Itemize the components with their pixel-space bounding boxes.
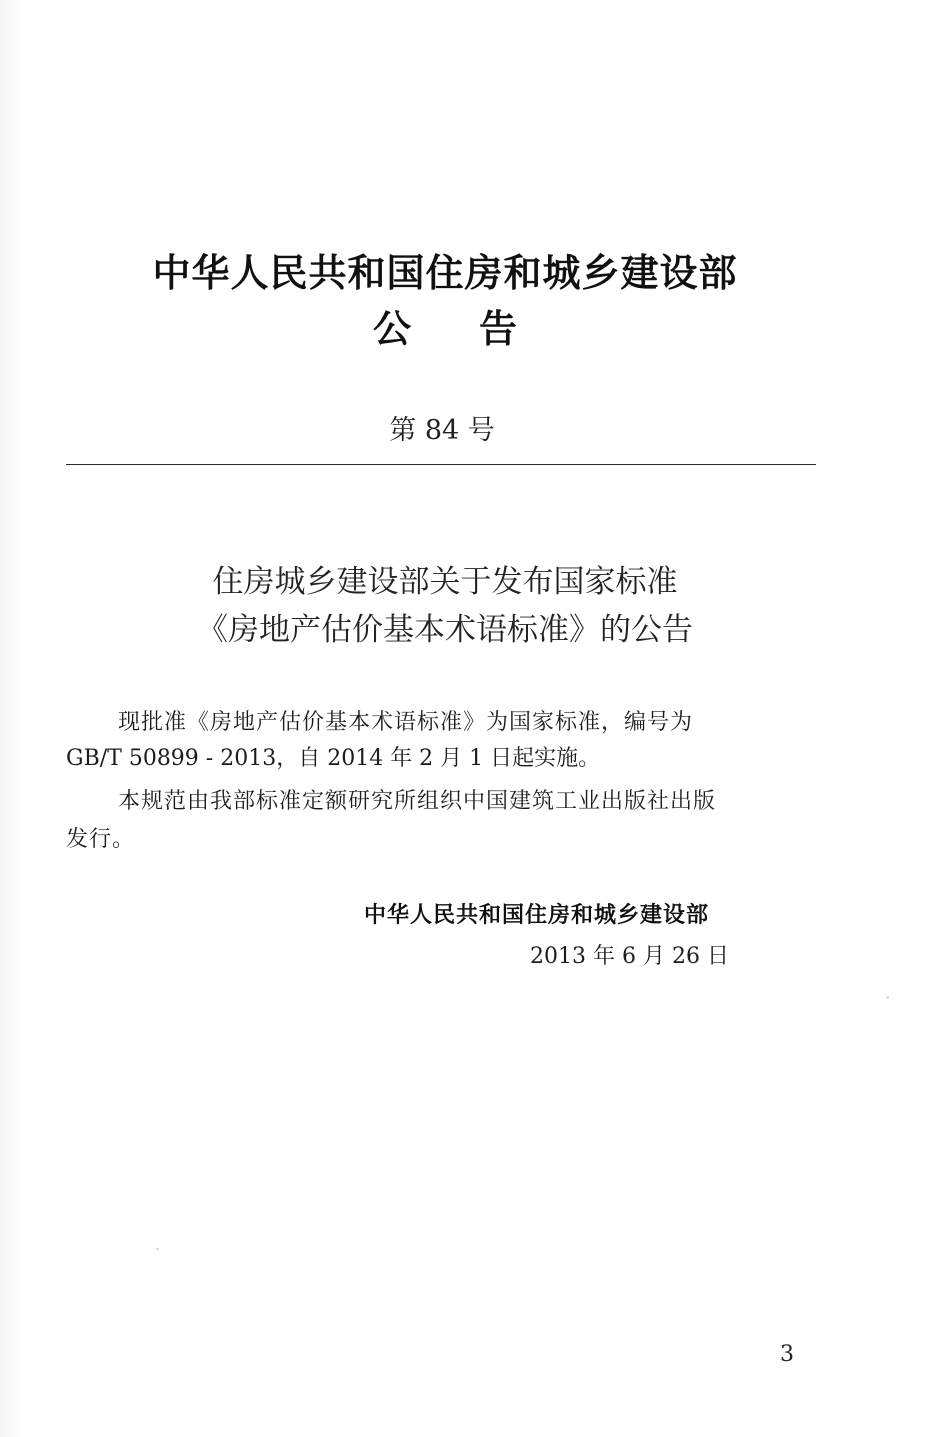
header-divider: [66, 464, 816, 465]
issue-date: 2013 年 6 月 26 日: [530, 944, 729, 969]
scan-edge-shadow: [0, 0, 22, 1437]
scan-speck: [886, 996, 889, 999]
body-paragraph-1-line-2: GB/T 50899 - 2013，自 2014 年 2 月 1 日起实施。: [66, 746, 601, 771]
body-paragraph-2-line-1: 本规范由我部标准定额研究所组织中国建筑工业出版社出版: [118, 789, 717, 814]
subject-line-2: 《房地产估价基本术语标准》的公告: [197, 612, 693, 648]
scan-speck: [156, 1248, 159, 1250]
issuer-signature: 中华人民共和国住房和城乡建设部: [364, 903, 710, 928]
body-paragraph-1-line-1: 现批准《房地产估价基本术语标准》为国家标准，编号为: [118, 710, 694, 735]
ministry-title: 中华人民共和国住房和城乡建设部: [152, 251, 738, 295]
notice-title: 公告: [372, 307, 585, 351]
body-paragraph-2-line-2: 发行。: [66, 827, 136, 852]
subject-line-1: 住房城乡建设部关于发布国家标准: [212, 564, 678, 600]
page-number: 3: [780, 1342, 794, 1367]
notice-number: 第 84 号: [389, 415, 495, 446]
